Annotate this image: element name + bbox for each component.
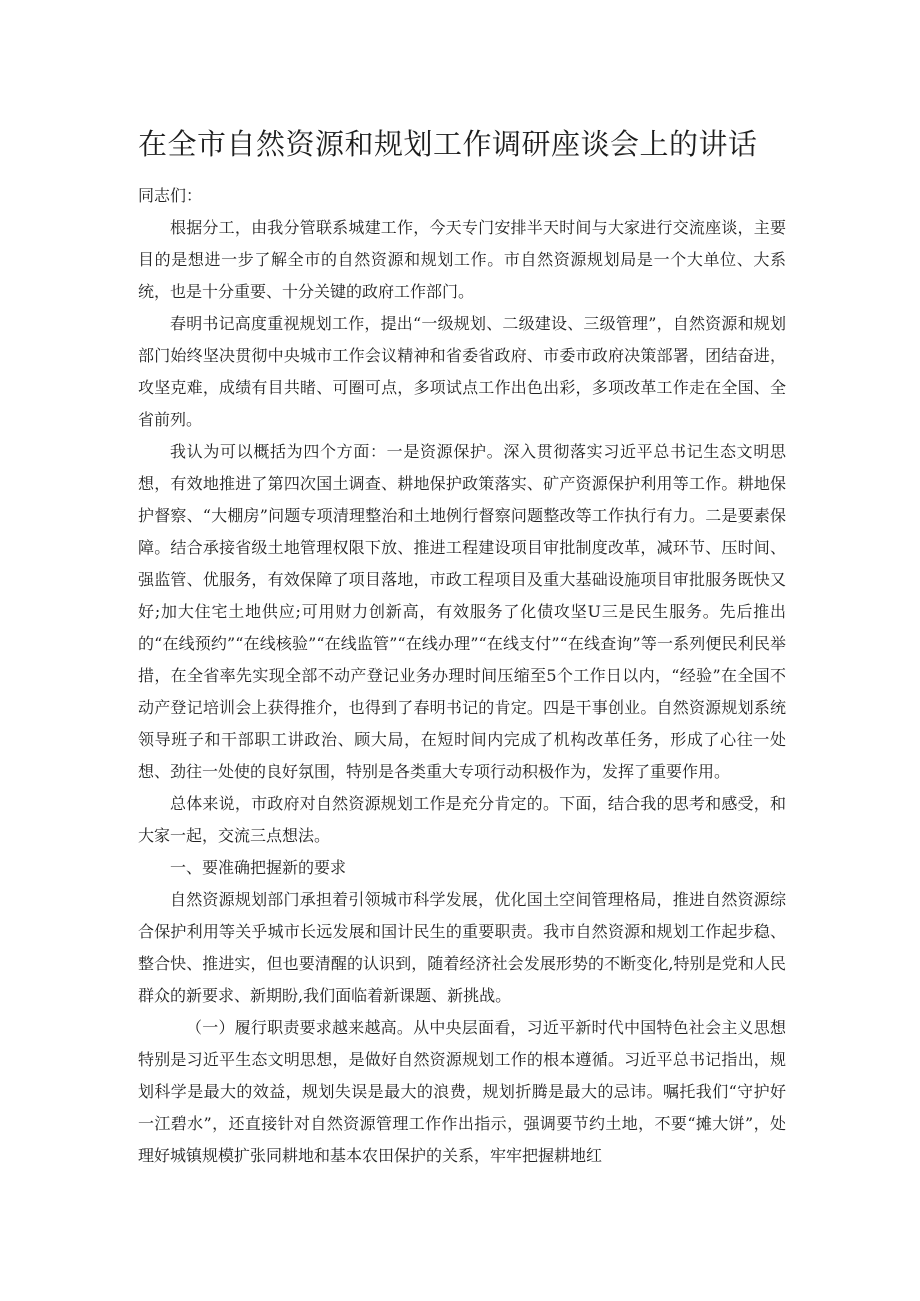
document-body xyxy=(138,180,786,1172)
paragraph-intro: 根据分工，由我分管联系城建工作，今天专门安排半天时间与大家进行交流座谈，主要目的是想进一步了解全市的自然资源和规划工作。市自然资源规划局是一个大单位、大系统，也是十分重要、十分关键的政府工作部门。 xyxy=(138,218,786,301)
paragraph-planning-emphasis: 春明书记高度重视规划工作，提出“一级规划、二级建设、三级管理”，自然资源和规划部门始终坚决贯彻中央城市工作会议精神和省委省政府、市委市政府决策部署，团结奋进，攻坚克难，成绩有目共睹、可圈可点，多项试点工作出色出彩，多项改革工作走在全国、全省前列。 xyxy=(138,314,786,429)
section-heading-one: 一、要准确把握新的要求 xyxy=(170,858,347,877)
document-title: 在全市自然资源和规划工作调研座谈会上的讲话 xyxy=(138,127,758,161)
greeting: 同志们： xyxy=(138,186,203,205)
paragraph-summary: 总体来说，市政府对自然资源规划工作是充分肯定的。下面，结合我的思考和感受，和大家一起，交流三点想法。 xyxy=(138,794,786,845)
paragraph-responsibilities: 自然资源规划部门承担着引领城市科学发展，优化国土空间管理格局，推进自然资源综合保护利用等关乎城市长远发展和国计民生的重要职责。我市自然资源和规划工作起步稳、整合快、推进实，但也要清醒的认识到，随着经济社会发展形势的不断变化,特别是党和人民群众的新要求、新期盼,我们面临着新课题、新挑战。 xyxy=(138,890,786,1005)
paragraph-four-aspects: 我认为可以概括为四个方面：一是资源保护。深入贯彻落实习近平总书记生态文明思想，有效地推进了第四次国土调查、耕地保护政策落实、矿产资源保护利用等工作。耕地保护督察、“大棚房”问题专项清理整治和土地例行督察问题整改等工作执行有力。二是要素保障。结合承接省级土地管理权限下放、推进工程建设项目审批制度改革，减环节、压时间、强监管、优服务，有效保障了项目落地，市政工程项目及重大基础设施项目审批服务既快又好;加大住宅土地供应;可用财力创新高，有效服务了化债攻坚U三是民生服务。先后推出的“在线预约”“在线核验”“在线监管”“在线办理”“在线支付”“在线查询”等一系列便民利民举措，在全省率先实现全部不动产登记业务办理时间压缩至5个工作日以内，“经验”在全国不动产登记培训会上获得推介，也得到了春明书记的肯定。四是干事创业。自然资源规划系统领导班子和干部职工讲政治、顾大局，在短时间内完成了机构改革任务，形成了心往一处想、劲往一处使的良好氛围，特别是各类重大专项行动积极作为，发挥了重要作用。 xyxy=(138,442,786,781)
paragraph-subsection-one: （一）履行职责要求越来越高。从中央层面看，习近平新时代中国特色社会主义思想特别是习近平生态文明思想，是做好自然资源规划工作的根本遵循。习近平总书记指出，规划科学是最大的效益，规划失误是最大的浪费，规划折腾是最大的忌讳。嘱托我们“守护好一江碧水”，还直接针对自然资源管理工作作出指示，强调要节约土地，不要“摊大饼”，处理好城镇规模扩张同耕地和基本农田保护的关系，牢牢把握耕地红 xyxy=(138,1018,786,1165)
